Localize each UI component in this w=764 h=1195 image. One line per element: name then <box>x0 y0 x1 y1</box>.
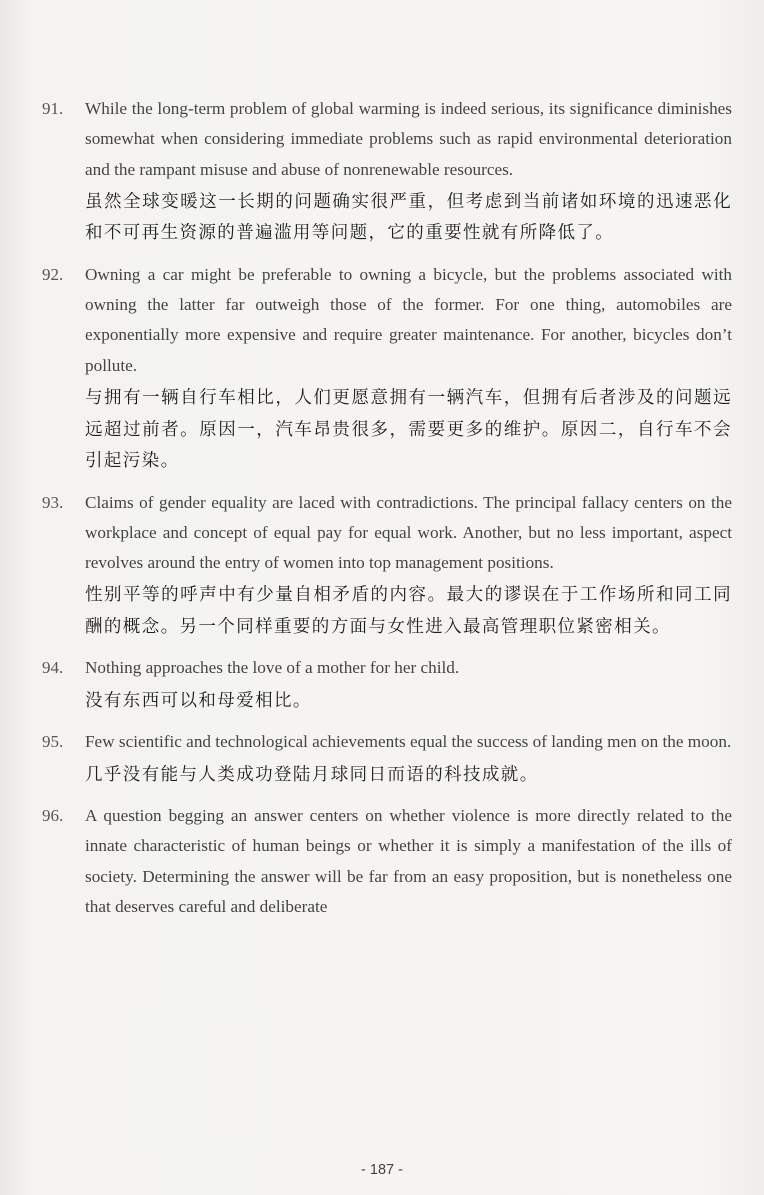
english-sentence: While the long-term problem of global warming is indeed serious, its significance diminishes somewhat when considering immediate problems such as rapid environmental deterioration and the rampant misuse and abuse of nonrenewable resources. <box>85 99 732 179</box>
list-item-93 <box>42 488 732 644</box>
item-number: 95. <box>42 732 64 752</box>
item-number: 92. <box>42 264 64 284</box>
chinese-translation: 性别平等的呼声中有少量自相矛盾的内容。最大的谬误在于工作场所和同工同酬的概念。另一个同样重要的方面与女性进入最高管理职位紧密相关。 <box>85 585 732 637</box>
english-sentence: Nothing approaches the love of a mother for her child. <box>85 658 460 678</box>
english-sentence: Owning a car might be preferable to owning a bicycle, but the problems associated with owning the latter far outweigh those of the former. For one thing, automobiles are exponentially more expensive and require greater maintenance. For another, bicycles don’t pollute. <box>85 264 732 375</box>
item-number: 96. <box>42 806 64 826</box>
chinese-translation: 没有东西可以和母爱相比。 <box>85 690 312 711</box>
item-number: 91. <box>42 99 64 118</box>
list-item-96 <box>42 801 732 922</box>
item-number: 93. <box>42 492 64 512</box>
list-item-92 <box>42 260 732 478</box>
chinese-translation: 与拥有一辆自行车相比，人们更愿意拥有一辆汽车，但拥有后者涉及的问题远远超过前者。原因一，汽车昂贵很多，需要更多的维护。原因二，自行车不会引起污染。 <box>85 388 732 472</box>
item-number: 94. <box>42 658 64 678</box>
translation-list <box>42 94 732 932</box>
list-item-91 <box>42 94 732 250</box>
english-sentence: Few scientific and technological achievements equal the success of landing men on the moon. <box>85 732 732 752</box>
page-number: - 187 - <box>361 1162 403 1178</box>
chinese-translation: 几乎没有能与人类成功登陆月球同日而语的科技成就。 <box>85 764 539 785</box>
chinese-translation: 虽然全球变暖这一长期的问题确实很严重，但考虑到当前诸如环境的迅速恶化和不可再生资源的普遍滥用等问题，它的重要性就有所降低了。 <box>85 191 732 244</box>
list-item-95 <box>42 727 732 791</box>
list-item-94 <box>42 653 732 717</box>
english-sentence: Claims of gender equality are laced with contradictions. The principal fallacy centers on the workplace and concept of equal pay for equal work. Another, but no less important, aspect revolves around the entry of women into top management positions. <box>85 492 732 573</box>
english-sentence: A question begging an answer centers on whether violence is more directly related to the innate characteristic of human beings or whether it is simply a manifestation of the ills of society. Determining the answer will be far from an easy proposition, but is nonetheless one that deserves careful and deliberate <box>85 806 732 916</box>
